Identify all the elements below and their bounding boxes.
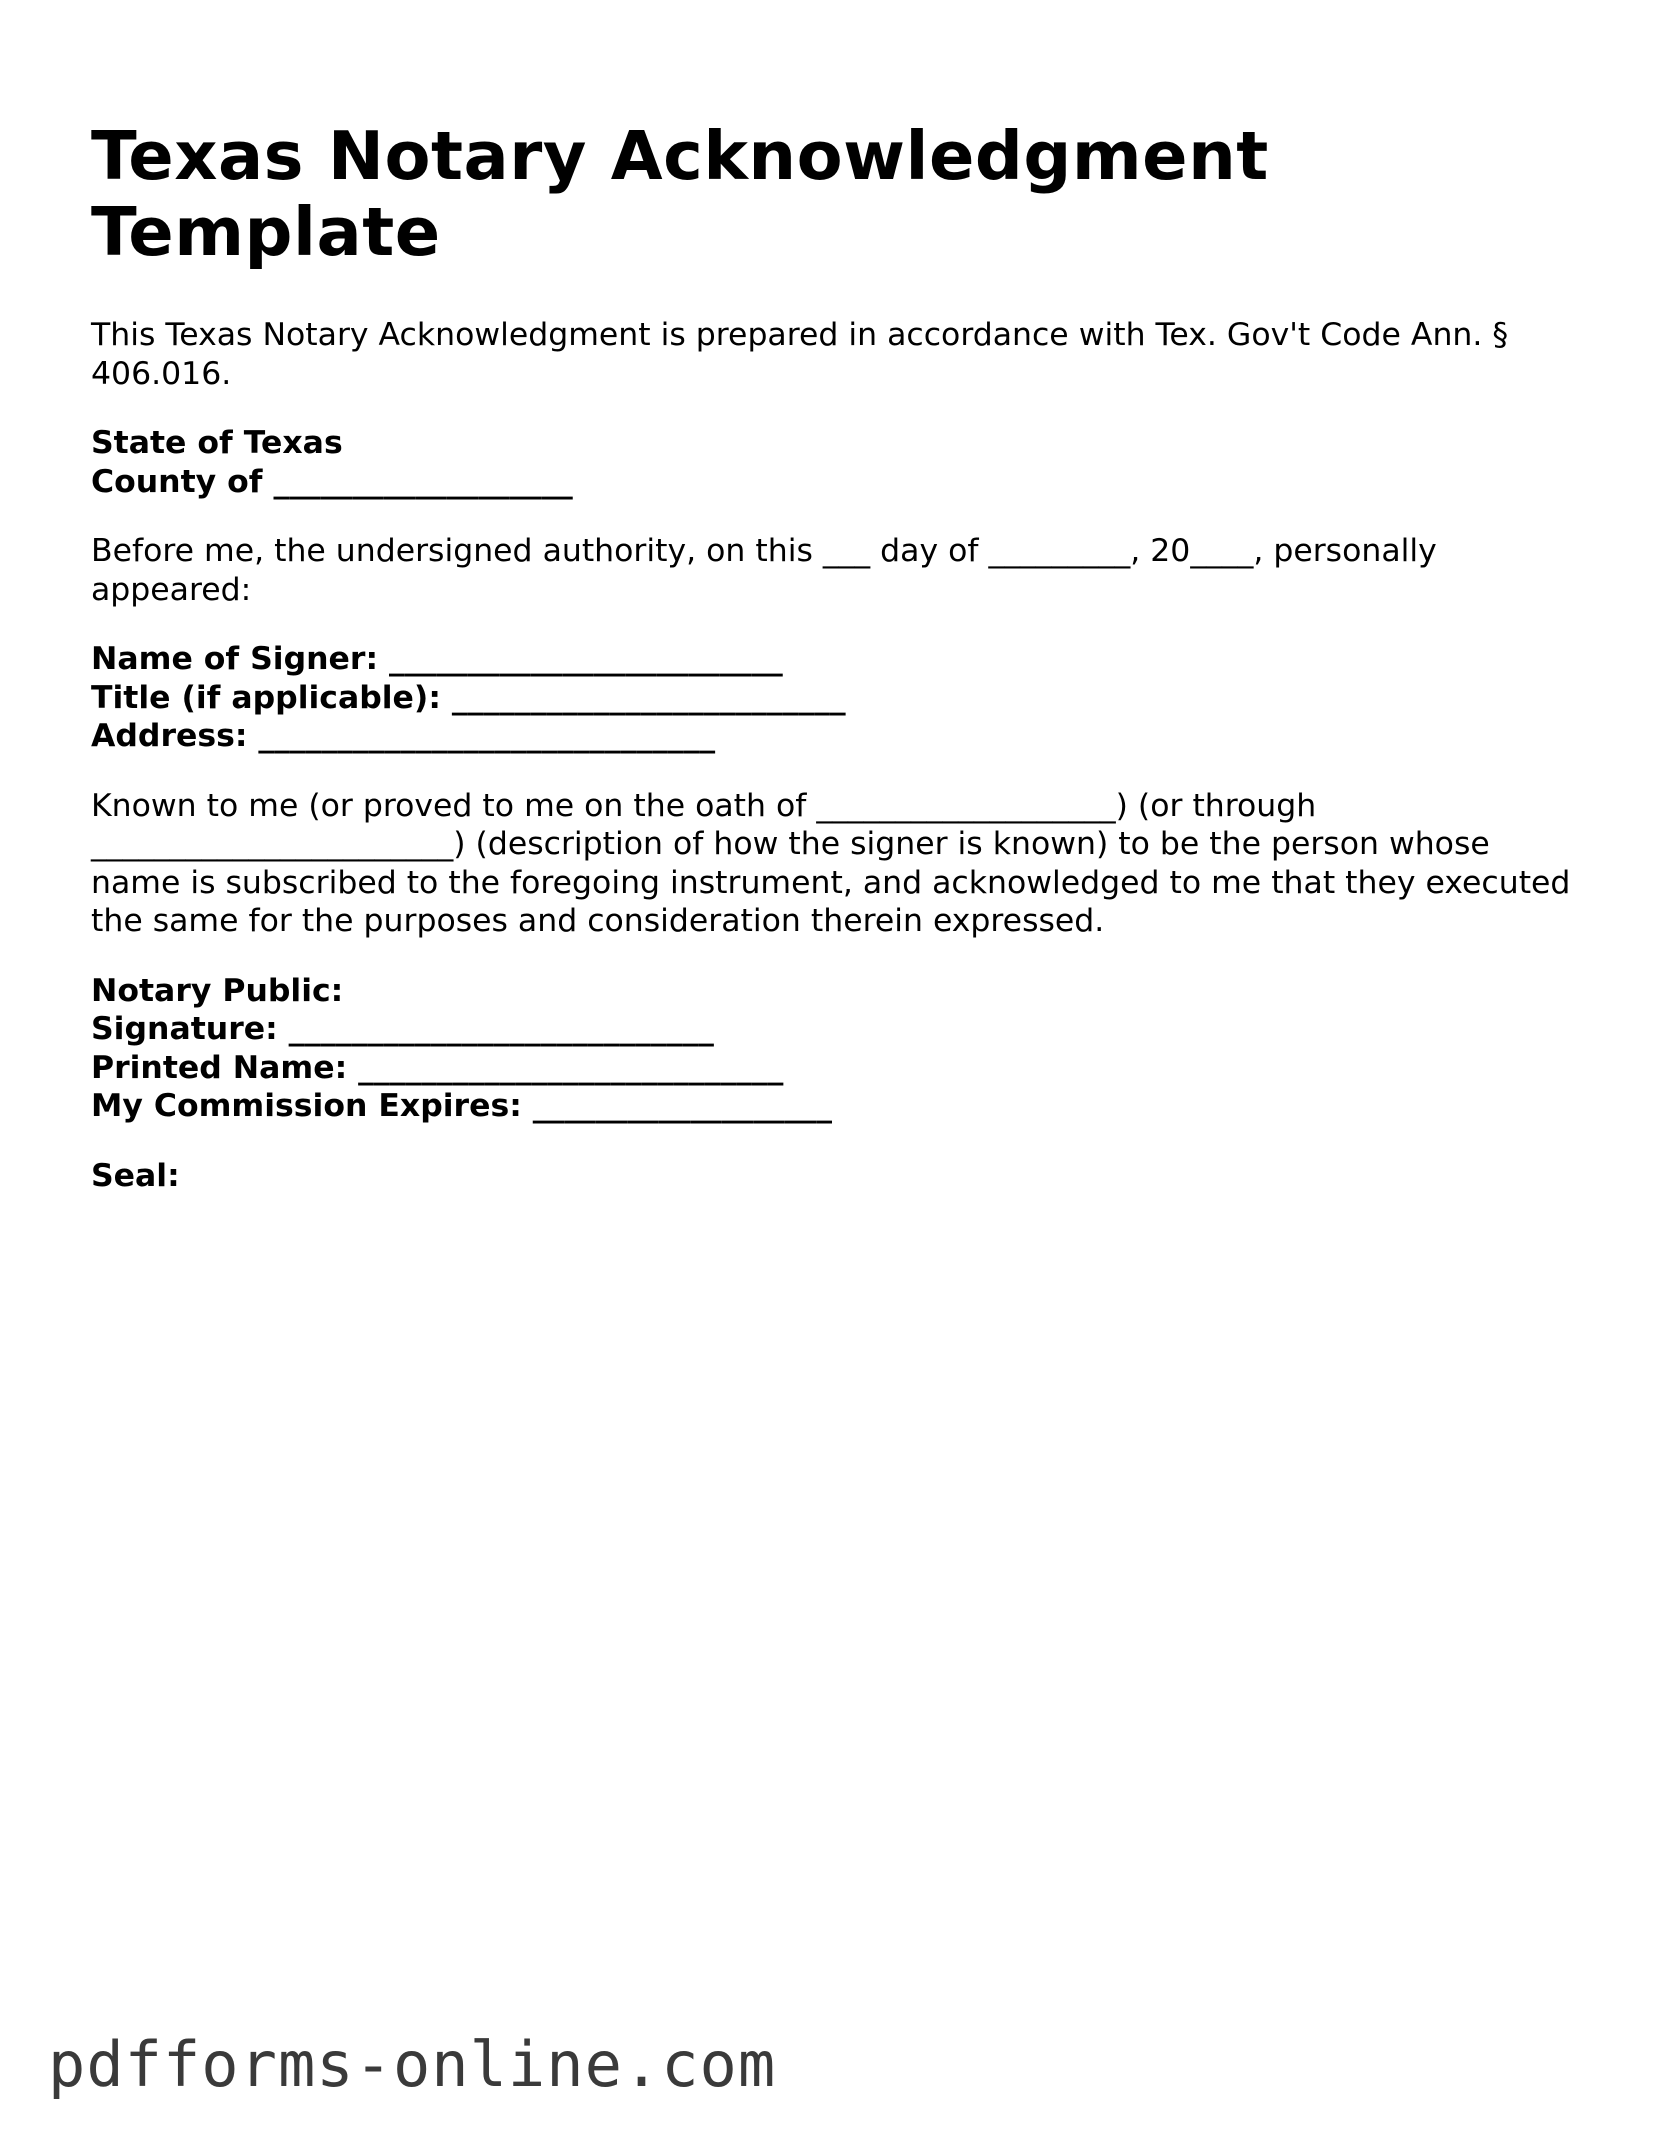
notary-block xyxy=(91,972,1571,1126)
document-page xyxy=(91,118,1571,1226)
footer-watermark: pdfforms-online.com xyxy=(48,2028,777,2101)
known-statement-paragraph: Known to me (or proved to me on the oath of ___________________) (or through _______________________) (description of how the signer is known) to be the person whose name is subscribed to the foregoing instrument, and acknowledged to me that they executed the same for the purposes and consideration therein expressed. xyxy=(91,787,1571,939)
venue-block xyxy=(91,424,1571,501)
signer-address-line: Address: _____________________________ xyxy=(91,718,716,754)
signer-name-line: Name of Signer: _________________________ xyxy=(91,641,783,677)
intro-paragraph: This Texas Notary Acknowledgment is prepared in accordance with Tex. Gov't Code Ann. § 406.016. xyxy=(91,317,1509,392)
seal-block xyxy=(91,1157,1571,1196)
state-line: State of Texas xyxy=(91,425,343,461)
notary-heading: Notary Public: xyxy=(91,972,344,1009)
notary-printed-name-line: Printed Name: ___________________________ xyxy=(91,1049,784,1086)
county-line: County of ___________________ xyxy=(91,463,573,500)
signer-block xyxy=(91,640,1571,756)
notary-signature-line: Signature: ___________________________ xyxy=(91,1011,714,1047)
seal-label: Seal: xyxy=(91,1157,180,1194)
notary-commission-line: My Commission Expires: ___________________ xyxy=(91,1088,833,1124)
document-title: Texas Notary Acknowledgment Template xyxy=(91,117,1269,271)
signer-title-line: Title (if applicable): _________________________ xyxy=(91,679,846,716)
appearance-paragraph: Before me, the undersigned authority, on this ___ day of _________, 20____, personally appeared: xyxy=(91,533,1437,608)
